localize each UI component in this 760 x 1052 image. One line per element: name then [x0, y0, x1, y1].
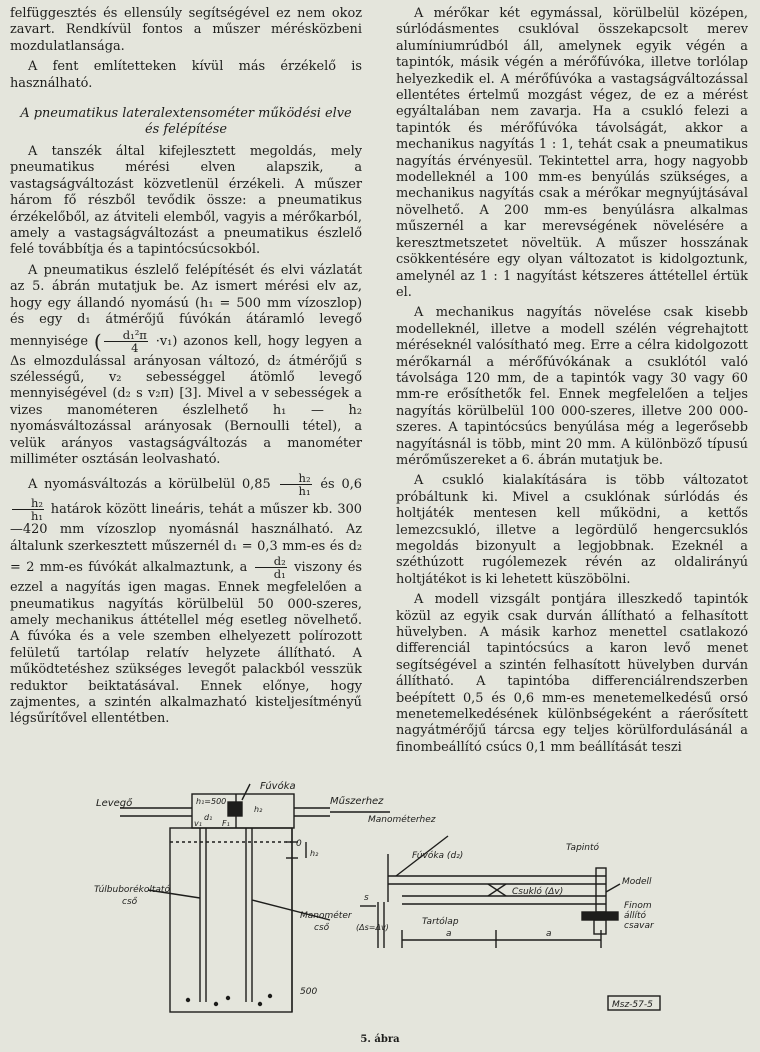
paragraph: A tanszék által kifejlesztett megoldás, mely pneumatikus mérési elven alapszik, a vastagságváltozást közvetlenül érzékeli. A műszer három fő részből tevődik össze: a pneumatikus érzékelőből, az átviteli elemből, vagyis a mérőkarból, amely a vastagságváltozást a pneumatikus észlelő felé továbbítja és a tapintócsúcsokból.: [10, 144, 362, 258]
bubble: [227, 997, 230, 1000]
label-a: a: [546, 929, 552, 939]
label-f1: F₁: [222, 819, 230, 828]
fraction-numerator: d₂: [255, 555, 287, 568]
fraction: [104, 329, 148, 354]
paragraph: A mechanikus nagyítás növelése csak kisebb modelleknél, illetve a modell szélén végrehajtott méréseknél valósítható meg. Erre a célra kidolgozott mérőkarnál a mérőfúvókának a csuklótól való távolsága 120 mm, de a tapintók vagy 30 vagy 60 mm-re erősíthetők fel. Ennek megfelelően a teljes nagyítás körülbelül 100 000-szeres, illetve 200 000-szeres. A tapintócsúcs benyúlása még a legerősebb nagyításnál is több, mint 20 mm. A különböző típusú mérőműszereket a 6. ábrán mutatjuk be.: [396, 305, 748, 468]
label-ds: (Δs=Δv): [356, 923, 389, 932]
figure-diagram: [60, 780, 700, 1020]
diagram-svg: [60, 780, 700, 1020]
figure-caption: 5. ábra: [360, 1034, 400, 1045]
label-zero: 0: [296, 839, 302, 849]
label-h1: h₁=500: [196, 797, 227, 806]
bubble: [215, 1003, 218, 1006]
label-v1: v₁: [194, 819, 202, 828]
label-h2-side: h₂: [310, 849, 319, 858]
label-csuklo: Csukló (Δv): [512, 887, 564, 897]
left-column: [10, 6, 362, 728]
label-tapinto: Tapintó: [566, 843, 600, 853]
fraction-numerator: d₁²π: [104, 329, 148, 342]
fine-adjust-screw: [594, 920, 606, 934]
label-tulbuborekolto: Túlbuborékoltató: [94, 885, 170, 895]
paragraph: A csukló kialakítására is több változatot próbáltunk ki. Mivel a csuklónak súrlódás és holtjáték mentesen kell működni, a kettős lemezcsukló, illetve a legördülő hengercsuklós megoldás bizonyult a legjobbnak. Ezeknél a széthúzott rugólemezek révén az oldalirányú holtjátékot is ki lehetett küszöbölni.: [396, 473, 748, 587]
label-fuvoka-d2: Fúvóka (d₂): [412, 851, 464, 861]
paragraph: felfüggesztés és ellensúly segítségével ez nem okoz zavart. Rendkívül fontos a műszer mérésközbeni mozdulatlansága.: [10, 6, 362, 54]
bubble: [187, 999, 190, 1002]
paragraph: A modell vizsgált pontjára illeszkedő tapintók közül az egyik csak durván állítható a felhasított hüvelyben. A másik karhoz menettel csatlakozó differenciál tapintócsúcs a karon levő menet segítségével a szintén felhasított hüvelyben durván állítható. A tapintóba differenciálrendszerben beépített 0,5 és 0,6 mm-es menetemelkedésű orsó menetemelkedésének különbségeként a ráerősített nagyátmérőjű tárcsa egy teljes körülfordulásánál a finombeállító csúcs 0,1 mm beállítását teszi: [396, 592, 748, 755]
bubble: [269, 995, 272, 998]
fraction-denominator: h₁: [298, 484, 311, 499]
section-heading: [10, 106, 362, 138]
text-run: és 0,6: [320, 477, 363, 493]
fraction: [280, 472, 312, 497]
right-column: [396, 6, 748, 756]
fine-adjust-disc: [582, 912, 618, 920]
label-allito: állító: [624, 911, 647, 921]
probe-body: [596, 868, 606, 912]
label-manometerhez: Manométerhez: [368, 815, 436, 825]
label-h2-top: h₂: [254, 805, 263, 814]
section-heading-line: és felépítése: [145, 122, 227, 138]
nozzle-block: [228, 802, 242, 816]
label-csavar: csavar: [624, 921, 654, 931]
label-levego: Levegő: [96, 798, 133, 809]
label-finom: Finom: [624, 901, 652, 911]
label-a: a: [446, 929, 452, 939]
label-tulbuborekolto-cso: cső: [122, 897, 138, 907]
figure-code: Msz-57-5: [612, 1000, 653, 1010]
text-run: ·v₁) azonos kell, hogy legyen a Δs elmozdulással arányosan változó, d₂ átmérőjű s szélességű, v₂ sebességgel átömlő levegő mennyiségével (d₂ s v₂π) [3]. Mivel a v sebességek a vizes manométeren észlelhető h₁ — h₂ nyomásváltozással arányosak (Bernoulli tétel), a velük arányos vastagságváltozás a manométer milliméter osztásán leolvasható.: [10, 333, 363, 467]
water-tank: [170, 828, 292, 1012]
fraction-numerator: h₂: [280, 472, 312, 485]
label-modell: Modell: [622, 877, 652, 887]
bubble: [259, 1003, 262, 1006]
fraction-numerator: h₂: [12, 497, 44, 510]
paragraph: [10, 263, 362, 468]
label-muszerhez: Műszerhez: [330, 796, 384, 807]
paragraph: A mérőkar két egymással, körülbelül középen, súrlódásmentes csuklóval összekapcsolt merev alumíniumrúdból áll, amelynek egyik végén a tapintók, másik végén a mérőfúvóka, illetve torlólap helyezkedik el. A mérőfúvóka a vastagságváltozással ellentétes értelmű mozgást végez, de ez a mérést egyáltalában nem zavarja. Ha a csukló felezi a tapintók és mérőfúvóka távolságát, akkor a mechanikus nagyítás 1 : 1, tehát csak a pneumatikus nagyítás érvényesül. Tekintettel arra, hogy nagyobb modelleknél a 100 mm-es benyúlás szükséges, a mechanikus nagyítás csak a mérőkar megnyújtásával növelhető. A 200 mm-es benyúlásra alkalmas műszernél a kar merevségének növelésére a keresztmetszetet növeltük. A műszer hosszának csökkentésére egy olyan változatot is kidolgoztunk, amelynél az 1 : 1 nagyítást kétszeres áttétellel értük el.: [396, 6, 748, 300]
paren-glyph: (: [93, 328, 102, 353]
label-fuvoka: Fúvóka: [260, 781, 296, 792]
fraction-denominator: 4: [131, 340, 139, 355]
text-run: határok között lineáris, tehát a műszer kb. 300—420 mm vízoszlop nyomásnál használható. Az általunk szerkesztett műszernél d₁ = 0,3 mm-es és d₂ = 2 mm-es fúvókát alkalmaztunk, a: [10, 502, 362, 576]
label-manometer: Manométer: [300, 911, 352, 921]
label-d1: d₁: [204, 813, 213, 822]
section-heading-line: A pneumatikus lateralextensométer működési elve: [20, 106, 352, 122]
text-run: A nyomásváltozás a körülbelül 0,85: [28, 477, 271, 493]
text-run: A pneumatikus észlelő felépítését és elvi vázlatát az 5. ábrán mutatjuk be. Az ismert mérési elv az, hogy egy állandó nyomású (h₁ = 500 mm vízoszlop) és egy d₁ átmérőjű fúvókán átáramló levegő mennyisége: [10, 262, 362, 349]
paragraph: A fent említetteken kívül más érzékelő is használható.: [10, 59, 362, 91]
fraction-denominator: h₁: [31, 509, 44, 524]
label-tartolap: Tartólap: [422, 917, 459, 927]
fraction: [255, 555, 287, 580]
label-s: s: [364, 893, 369, 903]
paragraph: [10, 472, 362, 727]
label-500: 500: [300, 987, 318, 997]
text-run: viszony és ezzel a nagyítás igen magas. Ennek megfelelően a pneumatikus nagyítás körülbelül 50 000-szeres, amely mechanikus áttétellel még esetleg növelhető. A fúvóka és a vele szemben elhelyezett polírozott felületű tartólap relatív helyzete állítható. A működtetéshez szükséges levegőt palackból vesszük reduktor beiktatásával. Ennek előnye, hogy zajmentes, a szintén alkalmazható kisteljesítményű légsűrítővel ellentétben.: [10, 560, 362, 727]
label-manometer-cso: cső: [314, 923, 330, 933]
leader-line: [606, 884, 620, 892]
fraction: [12, 497, 44, 522]
fraction-denominator: d₁: [273, 567, 286, 582]
leader-line: [242, 784, 250, 800]
